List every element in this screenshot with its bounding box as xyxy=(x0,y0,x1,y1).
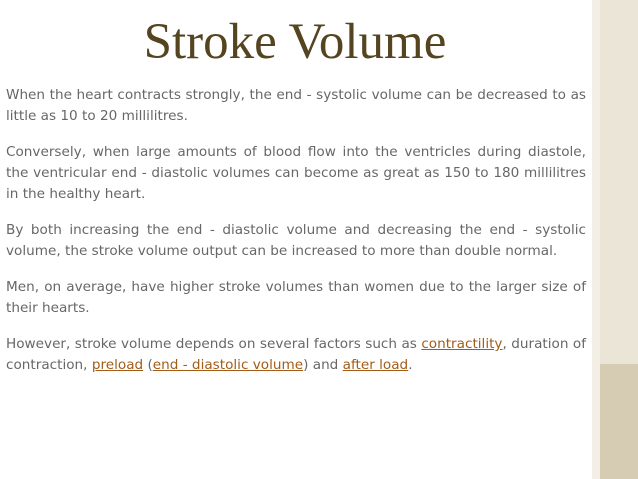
end-diastolic-volume-link[interactable]: end - diastolic volume xyxy=(152,357,304,373)
slide-title: Stroke Volume xyxy=(143,14,447,70)
paragraph-men-women: Men, on average, have higher stroke volumes than women due to the larger size of their hearts. xyxy=(6,279,586,316)
afterload-link[interactable]: after load xyxy=(342,357,409,373)
factors-text-3: ( xyxy=(143,357,153,373)
side-decorative-bar xyxy=(600,0,638,479)
paragraph-stroke-output: By both increasing the end - diastolic volume and decreasing the end - systolic volume, the stroke volume output can be increased to more than double normal. xyxy=(6,222,586,259)
slide-body xyxy=(6,85,586,391)
factors-text-4: ) and xyxy=(303,357,343,373)
factors-text-1: However, stroke volume depends on several factors such as xyxy=(6,336,422,352)
factors-text-2: , duration of contraction, xyxy=(6,336,586,373)
paragraph-end-systolic: When the heart contracts strongly, the end - systolic volume can be decreased to as little as 10 to 20 millilitres. xyxy=(6,87,586,124)
paragraph-factors xyxy=(6,334,586,376)
side-bar-edge xyxy=(592,0,600,479)
preload-link[interactable]: preload xyxy=(91,357,144,373)
paragraph-end-diastolic: Conversely, when large amounts of blood flow into the ventricles during diastole, the ventricular end - diastolic volumes can become as great as 150 to 180 millilitres in the healthy heart. xyxy=(6,144,586,202)
contractility-link[interactable]: contractility xyxy=(421,336,503,352)
factors-text-5: . xyxy=(408,357,413,373)
